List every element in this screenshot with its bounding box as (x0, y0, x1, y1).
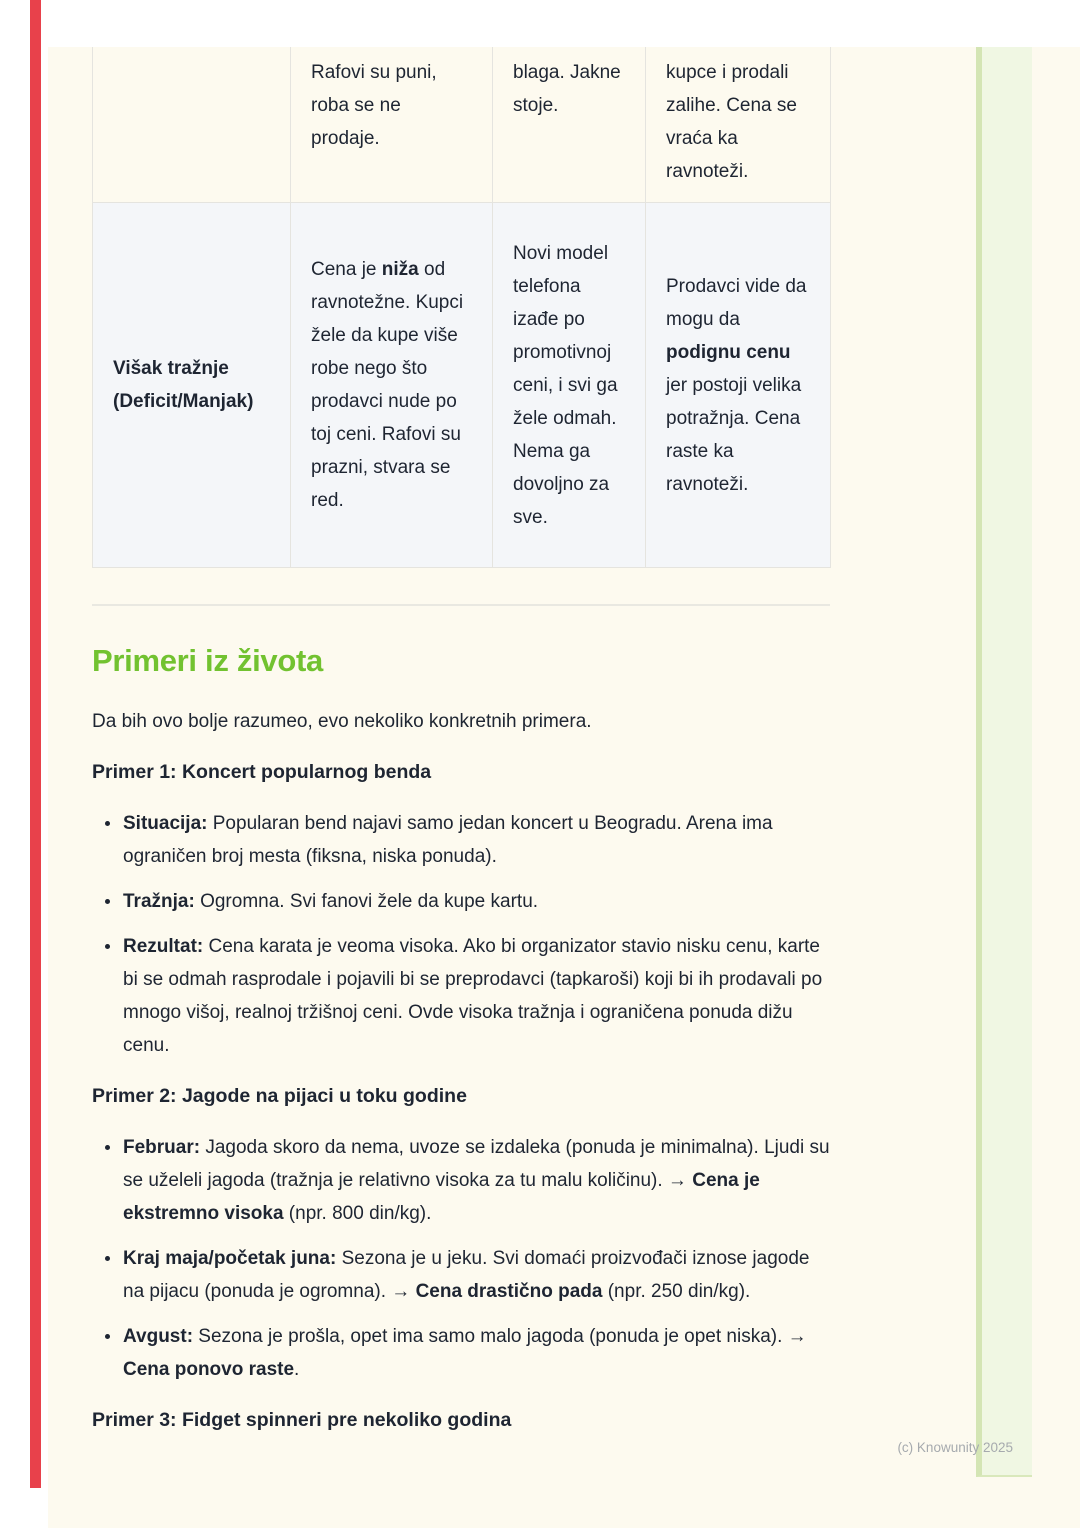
example-1-list (92, 807, 830, 1062)
green-margin-stripe (976, 47, 1032, 1477)
list-item: Situacija: Popularan bend najavi samo jedan koncert u Beogradu. Arena ima ograničen broj mesta (fiksna, niska ponuda). (92, 807, 830, 873)
document-page (48, 47, 1080, 1528)
example-3-heading: Primer 3: Fidget spinneri pre nekoliko godina (92, 1409, 512, 1431)
example-1-heading: Primer 1: Koncert popularnog benda (92, 761, 432, 783)
list-item: Kraj maja/početak juna: Sezona je u jeku. Svi domaći proizvođači iznose jagode na pijacu (ponuda je ogromna). → Cena drastično pada (npr. 250 din/kg). (92, 1242, 830, 1308)
section-divider (92, 604, 830, 606)
section-title: Primeri iz života (92, 643, 323, 678)
list-item: Avgust: Sezona je prošla, opet ima samo malo jagoda (ponuda je opet niska). → Cena ponovo raste. (92, 1320, 830, 1386)
cell-surplus-description: Rafovi su puni, roba se ne prodaje. (291, 47, 493, 203)
cell-surplus-example: blaga. Jakne stoje. (493, 47, 646, 203)
cell-surplus-label (93, 47, 291, 203)
table-row-surplus-continued (93, 47, 831, 203)
document-content (92, 47, 830, 1437)
red-margin-stripe (30, 0, 41, 1488)
cell-demand-example: Novi model telefona izađe po promotivnoj ceni, i svi ga žele odmah. Nema ga dovoljno za sve. (493, 203, 646, 568)
copyright-text: (c) Knowunity 2025 (897, 1440, 1013, 1455)
cell-demand-description: Cena je niža od ravnotežne. Kupci žele da kupe više robe nego što prodavci nude po toj ceni. Rafovi su prazni, stvara se red. (291, 203, 493, 568)
list-item: Rezultat: Cena karata je veoma visoka. Ako bi organizator stavio nisku cenu, karte bi se odmah rasprodale i pojavili bi se preprodavci (tapkaroši) koji bi ih prodavali po mnogo višoj, realnoj tržišnoj ceni. Ovde visoka tražnja i ograničena ponuda dižu cenu. (92, 930, 830, 1062)
table-row-demand-surplus (93, 203, 831, 568)
list-item: Tražnja: Ogromna. Svi fanovi žele da kupe kartu. (92, 885, 830, 918)
list-item: Februar: Jagoda skoro da nema, uvoze se izdaleka (ponuda je minimalna). Ljudi su se uželeli jagoda (tražnja je relativno visoka za tu malu količinu). → Cena je ekstremno visoka (npr. 800 din/kg). (92, 1131, 830, 1230)
cell-demand-label: Višak tražnje (Deficit/Manjak) (93, 203, 291, 568)
market-imbalance-table (92, 47, 831, 568)
cell-demand-outcome: Prodavci vide da mogu da podignu cenu jer postoji velika potražnja. Cena raste ka ravnoteži. (646, 203, 831, 568)
example-2-list (92, 1131, 830, 1386)
cell-surplus-outcome: kupce i prodali zalihe. Cena se vraća ka ravnoteži. (646, 47, 831, 203)
example-2-heading: Primer 2: Jagode na pijaci u toku godine (92, 1085, 467, 1107)
section-intro: Da bih ovo bolje razumeo, evo nekoliko konkretnih primera. (92, 711, 592, 732)
